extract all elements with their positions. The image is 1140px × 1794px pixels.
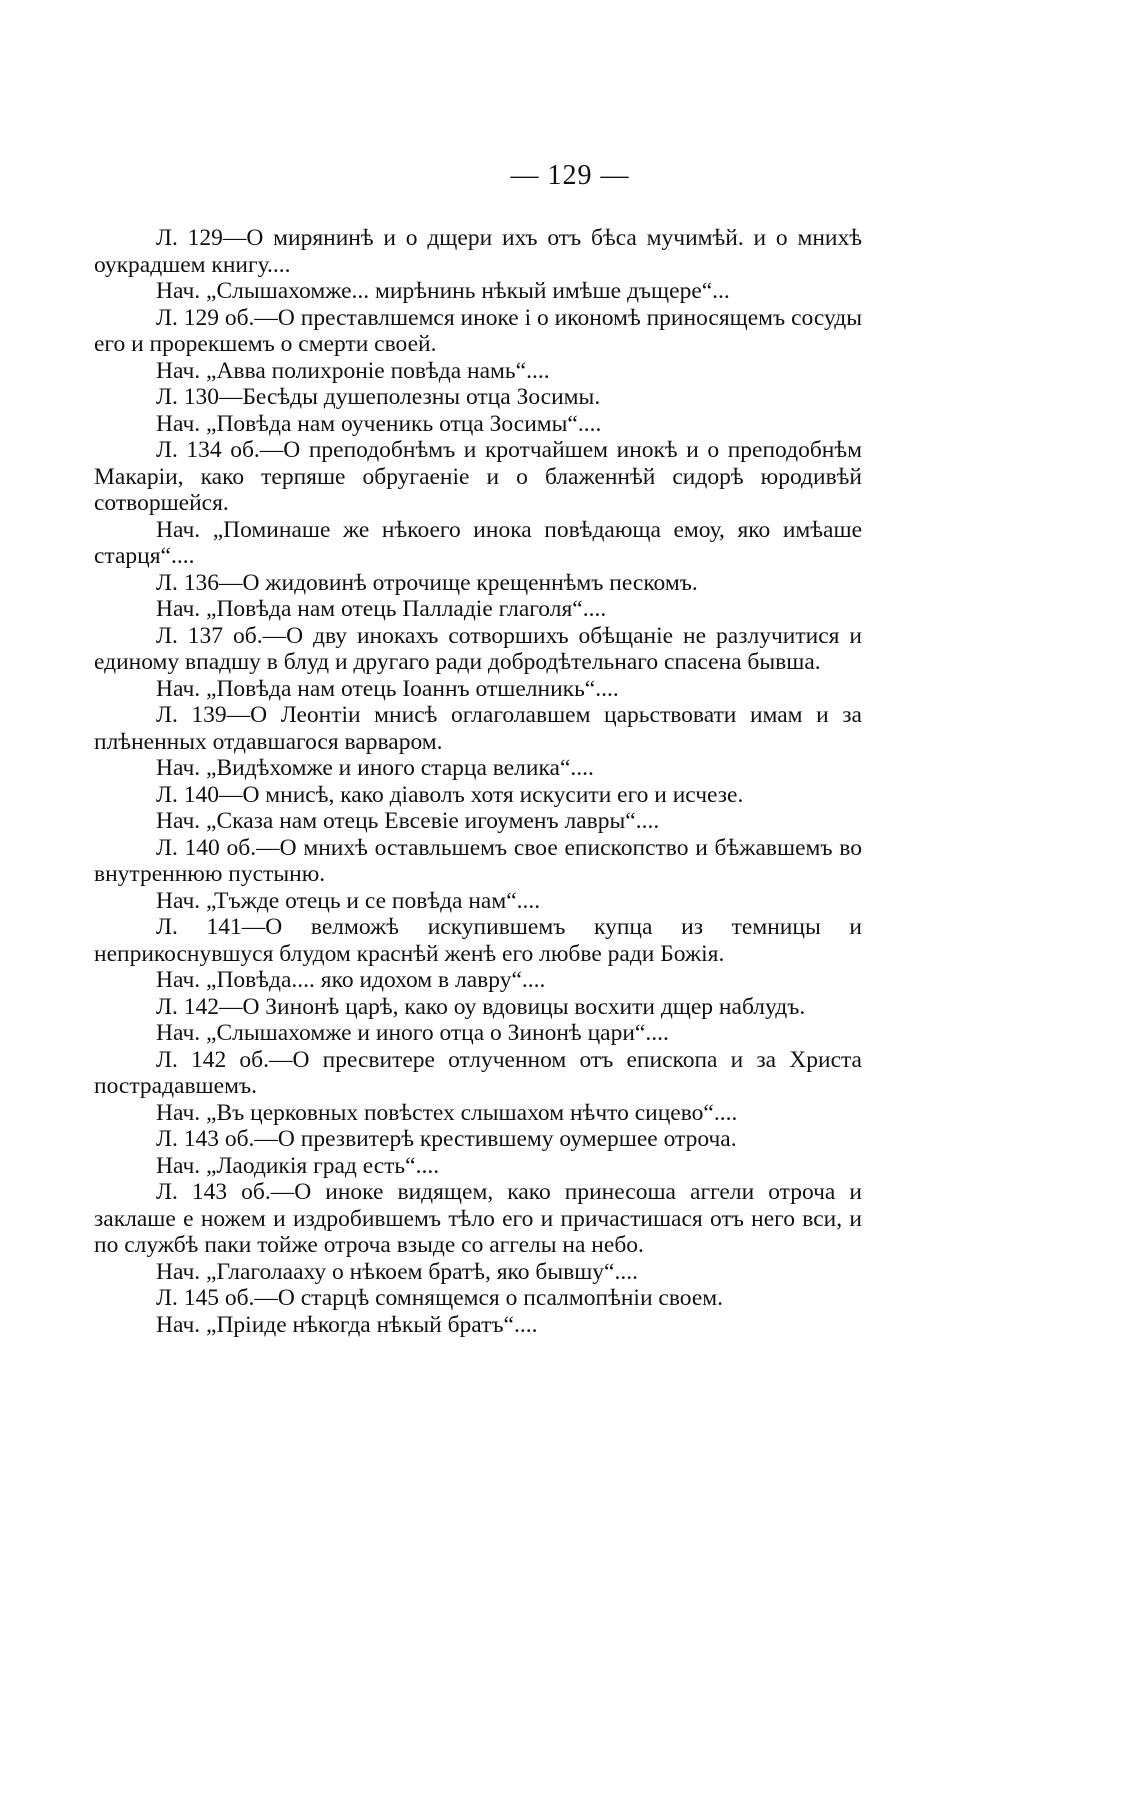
incipit-paragraph: Нач. „Сказа нам отець Евсевіе игоуменъ лавры“....: [156, 808, 660, 834]
entry-paragraph: Л. 129 об.—О преставлшемся иноке і о икономѣ приносящемъ сосуды его и прорекшемъ о смерти своей.: [94, 304, 862, 357]
entry-paragraph: Л. 137 об.—О дву инокахъ сотворшихъ обѣщаніе не разлучитися и единому впадшу в блуд и другаго ради добродѣтельнаго спасена бывша.: [94, 622, 862, 675]
entry-paragraph: Л. 142 об.—О пресвитере отлученном отъ епископа и за Христа пострадавшемъ.: [94, 1046, 862, 1099]
incipit-paragraph: Нач. „Поминаше же нѣкоего инока повѣдающа емоу, яко имѣаше старця“....: [94, 516, 862, 569]
entry-paragraph: Л. 143 об.—О презвитерѣ крестившему оумершее отроча.: [156, 1126, 737, 1152]
entry-paragraph: Л. 136—О жидовинѣ отрочище крещеннѣмъ пескомъ.: [156, 569, 698, 596]
entry-paragraph: Л. 143 об.—О иноке видящем, како принесоша аггели отроча и заклаше е ножем и издробившемъ тѣло его и причастишася отъ него вси, и по службѣ паки тойже отроча взыде со аггелы на небо.: [94, 1179, 862, 1258]
incipit-paragraph: Нач. „Слышахомже и иного отца о Зинонѣ цари“....: [156, 1020, 669, 1046]
incipit-paragraph: Нач. „Глаголааху о нѣкоем братѣ, яко бывшу“....: [156, 1258, 638, 1285]
entry-paragraph: Л. 140 об.—О мнихѣ оставльшемъ свое епископство и бѣжавшемъ во внутреннюю пустыню.: [94, 834, 862, 887]
incipit-paragraph: Нач. „Авва полихроніе повѣда намь“....: [156, 357, 550, 384]
entry-paragraph: Л. 130—Бесѣды душеполезны отца Зосимы.: [156, 384, 601, 410]
body-text: [94, 225, 862, 1338]
entry-paragraph: Л. 129—О мирянинѣ и о дщери ихъ отъ бѣса мучимѣй. и о мнихѣ оукрадшем книгу....: [94, 225, 862, 278]
incipit-paragraph: Нач. „Тъжде отець и се повѣда нам“....: [156, 887, 541, 914]
incipit-paragraph: Нач. „Повѣда нам отець Палладіе глаголя“....: [156, 596, 607, 622]
incipit-paragraph: Нач. „Повѣда нам оученикь отца Зосимы“....: [156, 410, 602, 437]
incipit-paragraph: Нач. „Пріиде нѣкогда нѣкый братъ“....: [156, 1311, 538, 1338]
incipit-paragraph: Нач. „Въ церковных повѣстех слышахом нѣчто сицево“....: [156, 1099, 738, 1126]
incipit-paragraph: Нач. „Повѣда.... яко идохом в лавру“....: [156, 967, 546, 993]
incipit-paragraph: Нач. „Видѣхомже и иного старца велика“....: [156, 755, 594, 781]
entry-paragraph: Л. 145 об.—О старцѣ сомнящемся о псалмопѣніи своем.: [156, 1285, 723, 1311]
entry-paragraph: Л. 140—О мнисѣ, како діаволъ хотя искусити его и исчезе.: [156, 781, 744, 808]
entry-paragraph: Л. 134 об.—О преподобнѣмъ и кротчайшем инокѣ и о преподобнѣм Макаріи, како терпяше обругаеніе и о блаженнѣй сидорѣ юродивѣй сотворшейся.: [94, 437, 862, 516]
incipit-paragraph: Нач. „Слышахомже... мирѣнинь нѣкый имѣше дъщере“...: [156, 278, 730, 304]
entry-paragraph: Л. 142—О Зинонѣ царѣ, како оу вдовицы восхити дщер наблудъ.: [156, 993, 806, 1020]
incipit-paragraph: Нач. „Лаодикія град есть“....: [156, 1152, 440, 1179]
entry-paragraph: Л. 139—О Леонтіи мнисѣ оглаголавшем царьствовати имам и за плѣненных отдавшагося варваром.: [94, 702, 862, 755]
incipit-paragraph: Нач. „Повѣда нам отець Іоаннъ отшелникь“....: [156, 675, 619, 702]
entry-paragraph: Л. 141—О велможѣ искупившемъ купца из темницы и неприкоснувшуся блудом краснѣй женѣ его любве ради Божія.: [94, 914, 862, 967]
page-number: — 129 —: [510, 160, 630, 191]
